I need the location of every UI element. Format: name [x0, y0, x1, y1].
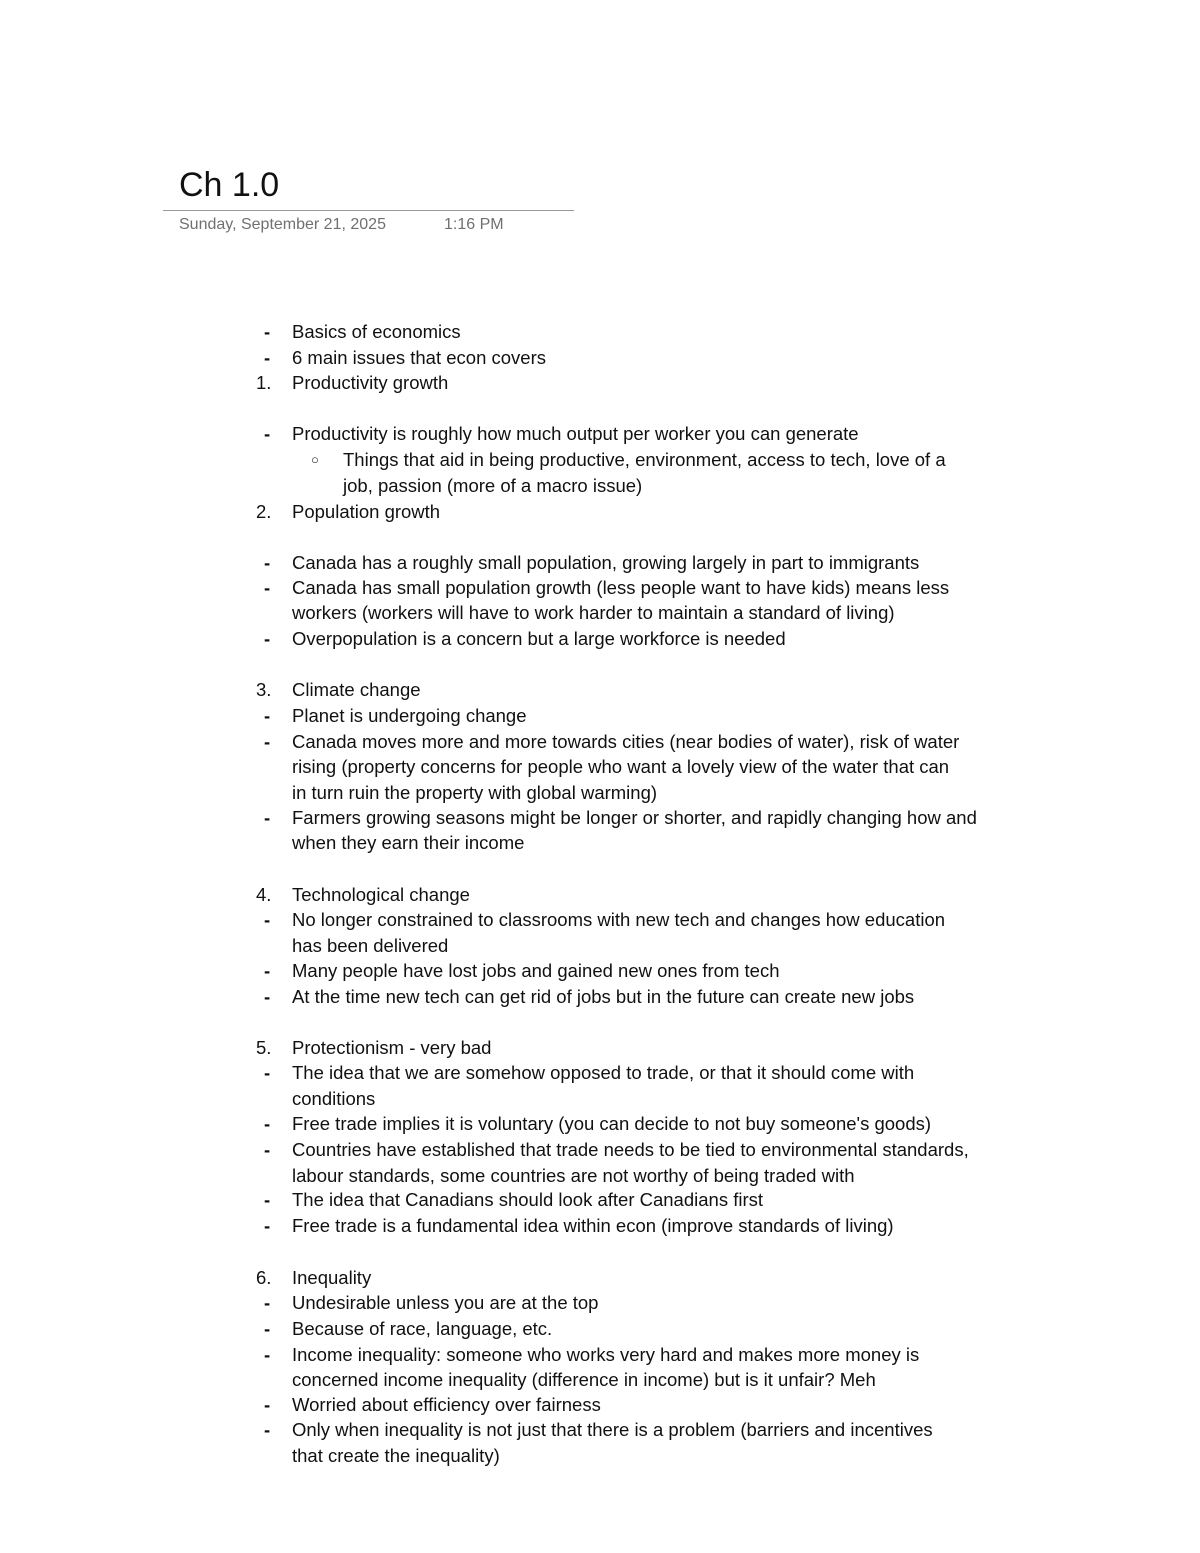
bullet-dash: - — [264, 1344, 271, 1365]
page-title: Ch 1.0 — [179, 166, 280, 204]
bullet-line: labour standards, some countries are not worthy of being traded with — [292, 1165, 855, 1186]
bullet-line: Canada has a roughly small population, growing largely in part to immigrants — [292, 552, 920, 573]
section-number: 6. — [256, 1267, 272, 1288]
bullet-line: Canada moves more and more towards cities (near bodies of water), risk of water — [292, 731, 960, 752]
bullet-line: Free trade implies it is voluntary (you can decide to not buy someone's goods) — [292, 1113, 932, 1134]
bullet-dash: - — [264, 960, 271, 981]
bullet-dash: - — [264, 807, 271, 828]
section-heading: Productivity growth — [292, 372, 449, 393]
bullet-line: Many people have lost jobs and gained new ones from tech — [292, 960, 780, 981]
bullet-line: At the time new tech can get rid of jobs but in the future can create new jobs — [292, 986, 915, 1007]
bullet-line: Productivity is roughly how much output per worker you can generate — [292, 423, 859, 444]
section-number: 5. — [256, 1037, 272, 1058]
bullet-dash: - — [264, 628, 271, 649]
bullet-line: Income inequality: someone who works very hard and makes more money is — [292, 1344, 920, 1365]
bullet-dash: - — [264, 552, 271, 573]
bullet-line: No longer constrained to classrooms with new tech and changes how education — [292, 909, 946, 930]
bullet-dash: - — [264, 1318, 271, 1339]
bullet-dash: - — [264, 1394, 271, 1415]
bullet-line: concerned income inequality (difference in income) but is it unfair? Meh — [292, 1369, 876, 1390]
bullet-line: Planet is undergoing change — [292, 705, 527, 726]
bullet-dash: - — [264, 705, 271, 726]
bullet-line: Because of race, language, etc. — [292, 1318, 553, 1339]
section-heading: Technological change — [292, 884, 470, 905]
section-heading: Protectionism - very bad — [292, 1037, 492, 1058]
bullet-line: Free trade is a fundamental idea within econ (improve standards of living) — [292, 1215, 894, 1236]
bullet-line: The idea that Canadians should look after Canadians first — [292, 1189, 764, 1210]
bullet-line: Worried about efficiency over fairness — [292, 1394, 601, 1415]
bullet-line: The idea that we are somehow opposed to trade, or that it should come with — [292, 1062, 915, 1083]
bullet-line: Overpopulation is a concern but a large workforce is needed — [292, 628, 786, 649]
bullet-dash: - — [264, 1189, 271, 1210]
bullet-dash: - — [264, 1062, 271, 1083]
bullet-dash: - — [264, 423, 271, 444]
page-date: Sunday, September 21, 2025 — [179, 216, 386, 233]
section-number: 2. — [256, 501, 272, 522]
bullet-line: Canada has small population growth (less people want to have kids) means less — [292, 577, 950, 598]
bullet-dash: - — [264, 1113, 271, 1134]
intro-line: Basics of economics — [292, 321, 461, 342]
bullet-dash: - — [264, 1292, 271, 1313]
intro-line: 6 main issues that econ covers — [292, 347, 546, 368]
sub-bullet-line: Things that aid in being productive, environment, access to tech, love of a — [343, 449, 946, 470]
bullet-line: has been delivered — [292, 935, 449, 956]
bullet-line: Only when inequality is not just that there is a problem (barriers and incentives — [292, 1419, 933, 1440]
bullet-line: rising (property concerns for people who want a lovely view of the water that can — [292, 756, 950, 777]
bullet-dash: - — [264, 577, 271, 598]
page-time: 1:16 PM — [444, 216, 504, 233]
bullet-line: when they earn their income — [292, 832, 525, 853]
bullet-line: Farmers growing seasons might be longer or shorter, and rapidly changing how and — [292, 807, 977, 828]
bullet-dash: - — [264, 731, 271, 752]
section-heading: Inequality — [292, 1267, 372, 1288]
bullet-dash: - — [264, 986, 271, 1007]
bullet-dash: - — [264, 1215, 271, 1236]
sub-bullet-circle: ○ — [311, 452, 319, 467]
bullet-dash: - — [264, 347, 271, 368]
bullet-dash: - — [264, 1419, 271, 1440]
section-heading: Climate change — [292, 679, 421, 700]
sub-bullet-line: job, passion (more of a macro issue) — [343, 475, 643, 496]
section-heading: Population growth — [292, 501, 441, 522]
section-number: 3. — [256, 679, 272, 700]
bullet-line: workers (workers will have to work harder to maintain a standard of living) — [292, 602, 895, 623]
section-number: 4. — [256, 884, 272, 905]
bullet-dash: - — [264, 321, 271, 342]
bullet-line: that create the inequality) — [292, 1445, 500, 1466]
bullet-dash: - — [264, 909, 271, 930]
bullet-line: Undesirable unless you are at the top — [292, 1292, 599, 1313]
bullet-dash: - — [264, 1139, 271, 1160]
section-number: 1. — [256, 372, 272, 393]
bullet-line: in turn ruin the property with global warming) — [292, 782, 658, 803]
bullet-line: Countries have established that trade needs to be tied to environmental standards, — [292, 1139, 969, 1160]
bullet-line: conditions — [292, 1088, 376, 1109]
